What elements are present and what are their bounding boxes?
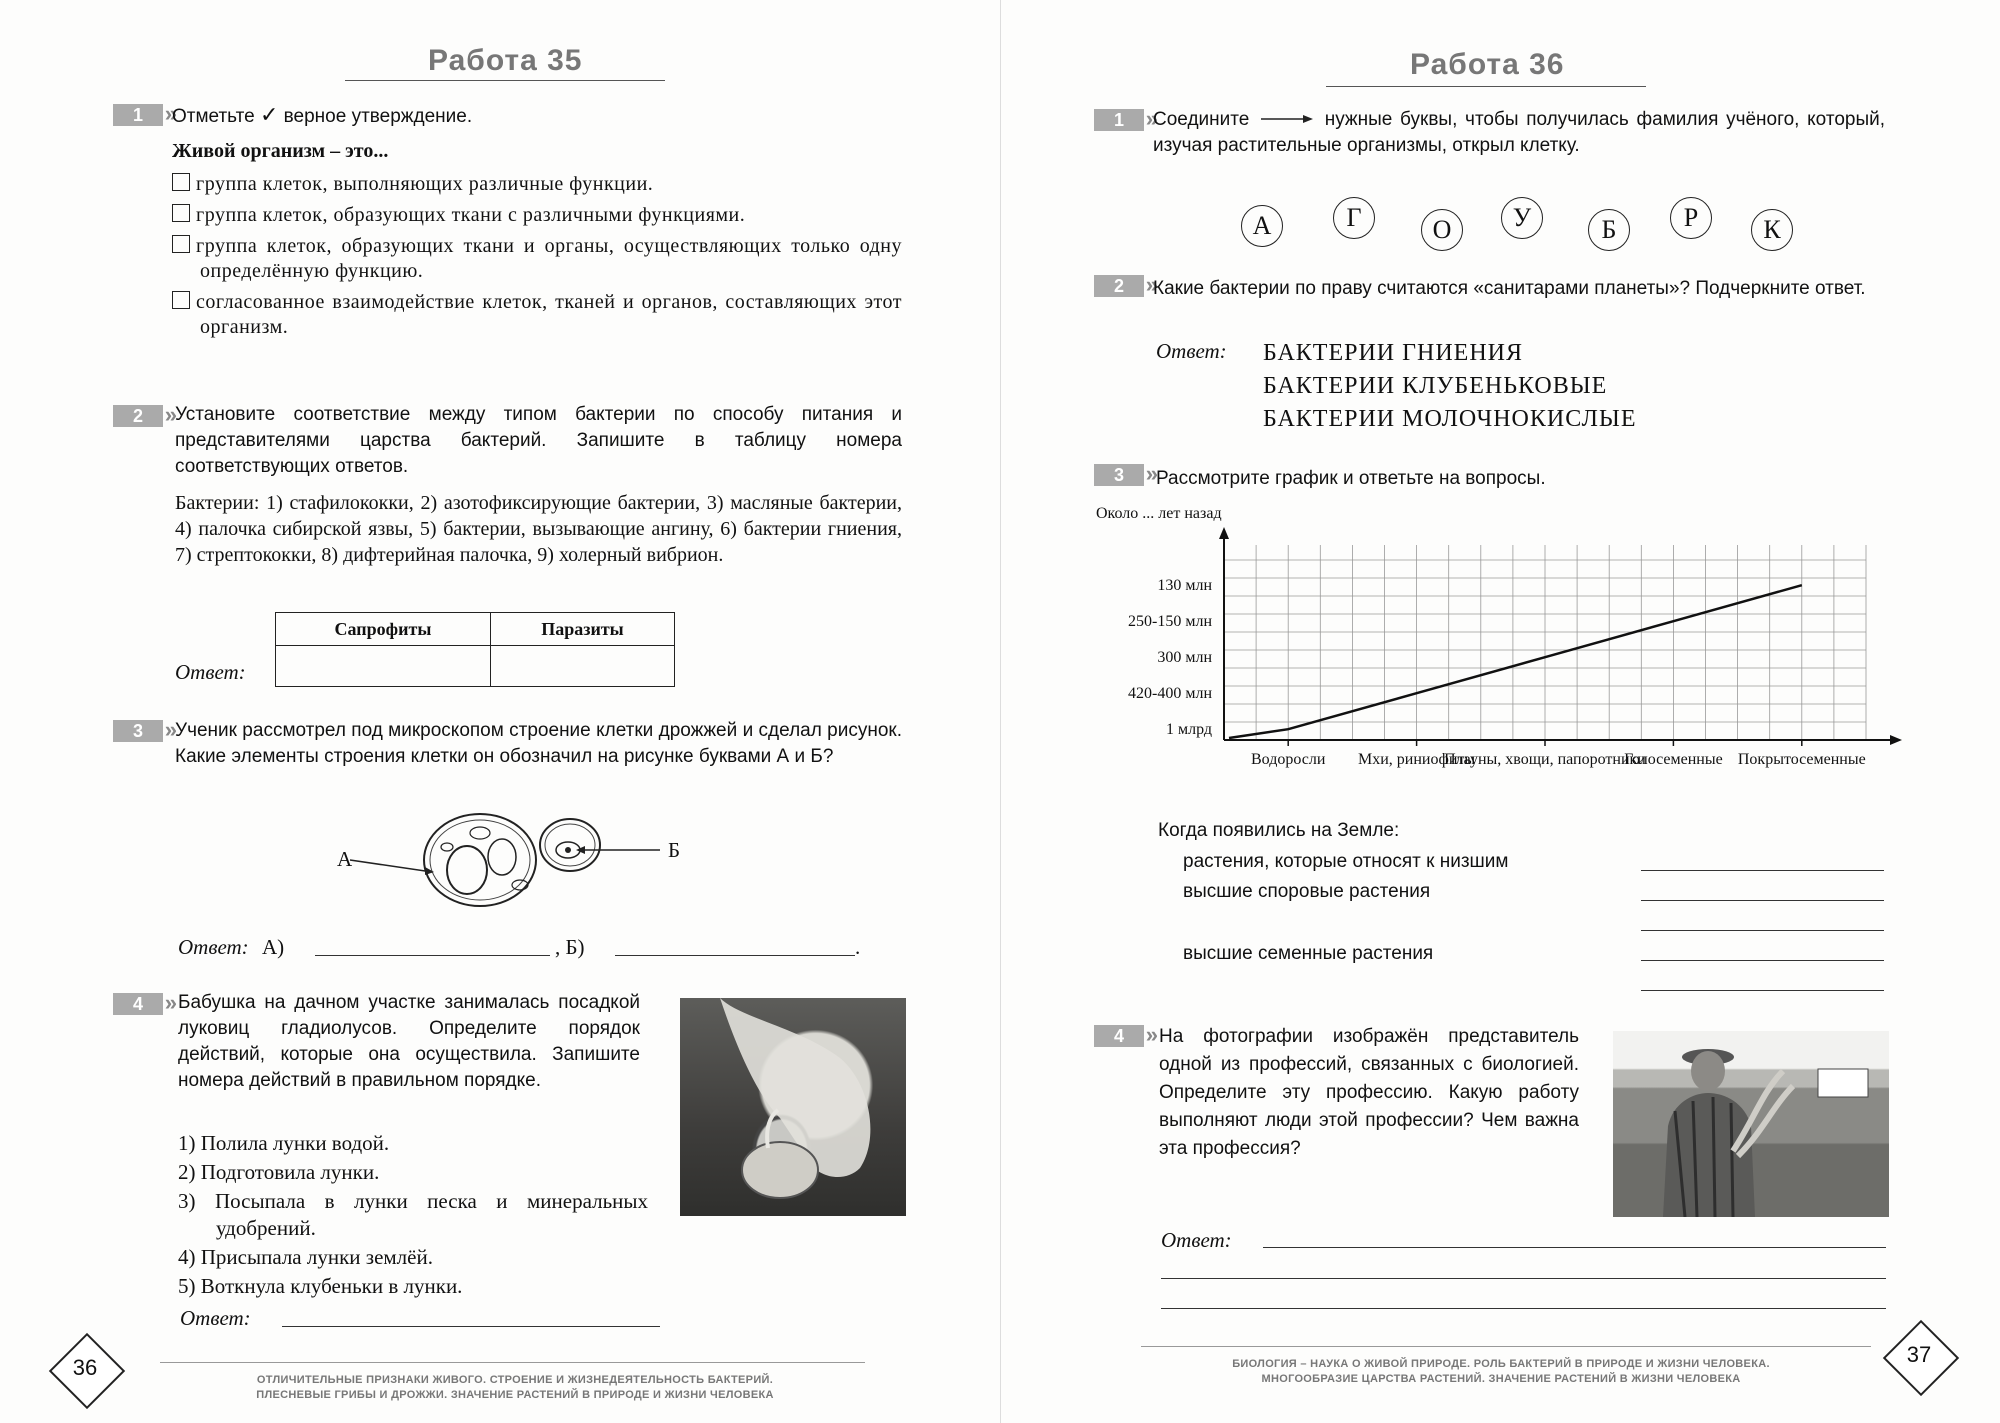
answer-line[interactable]: [282, 1326, 660, 1327]
y-axis-label: Около ... лет назад: [1096, 505, 1222, 522]
left-page: Работа 35 1 » Отметьте ✓ верное утверждение. Живой организм – это... группа клеток, выполняющих различные функции. группа клеток, образующих ткани с различными функциями. группа клеток, образующих ткани и органы, осуществляющих только одну определённую функцию. согласованное взаимодействие клеток, тканей и органов, составляющих этот организм. 2 » Установите соответствие между типом бактерии по способу питания и представителями царства бактерий. Запишите в таблицу номера соответствующих ответов. Бактерии: 1) стафилококки, 2) азотофиксирующие бактерии, 3) масляные бактерии, 4) палочка сибирской язвы, 5) бактерии, вызывающие ангину, 6) бактерии гниения, 7) стрептококки, 8) дифтерийная палочка, 9) холерный вибрион. Сапрофиты Паразиты Ответ: 3 » Ученик рассмотрел под микроскопом строение клетки дрожжей и сделал рисунок. Какие элементы строения клетки он обозначил на рисунке буквами А и Б? А Б Ответ: А) , Б) . 4 » Бабушка на дачном участке занималась посадкой луковиц гладиолусов. Определите порядок действий, которые она осуществила. Запишите номера действий в правильном порядке. 1) Полила лунки водой. 2) Подготовила лунки. 3) Посыпала в лунки песка и минеральных удобрений. 4) Присыпала лунки землёй. 5) Воткнула клубеньки в лунки. Ответ: 36 ОТЛИЧИТЕЛЬНЫЕ ПРИЗНАКИ ЖИВОГО. СТРОЕНИЕ И ЖИЗНЕДЕЯТЕЛЬНОСТЬ БАКТЕРИЙ. ПЛЕСНЕВЫЕ ГРИБЫ И ДРОЖЖИ. ЗНАЧЕНИЕ РАСТЕНИЙ В ПРИРОДЕ И ЖИЗНИ ЧЕЛОВЕКА: [0, 0, 1000, 1423]
letter-circle[interactable]: У: [1501, 197, 1543, 239]
answer-line[interactable]: [1641, 900, 1884, 901]
y-tick-label: 1 млрд: [1165, 721, 1212, 739]
answer-cell[interactable]: [490, 646, 674, 687]
gladiolus-planting-photo: [680, 998, 906, 1216]
option-4[interactable]: согласованное взаимодействие клеток, тканей и органов, составляющих этот организм.: [172, 290, 902, 340]
answer-line[interactable]: [1641, 870, 1884, 871]
answer-label: Ответ:: [1156, 339, 1227, 363]
task-number-1: 1 »: [113, 104, 163, 126]
task-number-3: 3 »: [1094, 464, 1144, 486]
option-2[interactable]: группа клеток, образующих ткани с различными функциями.: [172, 203, 902, 228]
page-footer: БИОЛОГИЯ – НАУКА О ЖИВОЙ ПРИРОДЕ. РОЛЬ БАКТЕРИЙ В ПРИРОДЕ И ЖИЗНИ ЧЕЛОВЕКА. МНОГООБРАЗИЕ ЦАРСТВА РАСТЕНИЙ. ЗНАЧЕНИЕ РАСТЕНИЙ В ЖИЗНИ ЧЕЛОВЕКА: [1232, 1358, 1770, 1385]
task-4-prompt: На фотографии изображён представитель одной из профессий, связанных с биологией. Определите эту профессию. Какую работу выполняют люди этой профессии? Чем важна эта профессия?: [1159, 1026, 1579, 1159]
checkbox[interactable]: [172, 204, 190, 222]
label-b: Б: [668, 838, 681, 862]
chart-x-ticks: [1251, 740, 1866, 768]
checkbox[interactable]: [172, 173, 190, 191]
x-tick-label: Водоросли: [1250, 751, 1326, 768]
answer-option[interactable]: БАКТЕРИИ МОЛОЧНОКИСЛЫЕ: [1263, 406, 1637, 432]
letter-circle[interactable]: О: [1421, 209, 1463, 251]
list-item: 3) Посыпала в лунки песка и минеральных удобрений.: [178, 1189, 648, 1240]
title-divider: [1326, 86, 1646, 87]
evolution-chart: [1096, 500, 1906, 815]
x-tick-label: Мхи, риниофиты: [1358, 751, 1476, 768]
y-axis-arrow: [1219, 527, 1229, 539]
task-2-list: Бактерии: 1) стафилококки, 2) азотофиксирующие бактерии, 3) масляные бактерии, 4) палочка сибирской язвы, 5) бактерии, вызывающие ангину, 6) бактерии гниения, 7) стрептококки, 8) дифтерийная палочка, 9) холерный вибрион.: [175, 492, 902, 566]
answer-options: [1263, 337, 1637, 436]
task-number-2: 2 »: [1094, 275, 1144, 297]
farmer-in-field-image: [1613, 1031, 1889, 1217]
y-tick-label: 130 млн: [1157, 577, 1212, 595]
footer-divider: [160, 1362, 865, 1363]
answer-line[interactable]: [1161, 1308, 1886, 1309]
checkbox[interactable]: [172, 291, 190, 309]
table-header: Паразиты: [490, 613, 674, 646]
arrow-icon: [1257, 107, 1317, 133]
x-axis-arrow: [1890, 735, 1902, 745]
letter-circle[interactable]: Б: [1588, 209, 1630, 251]
checkbox[interactable]: [172, 235, 190, 253]
x-tick-label: Покрытосеменные: [1737, 751, 1866, 768]
y-tick-label: 420-400 млн: [1128, 685, 1212, 703]
y-tick-label: 250-150 млн: [1128, 613, 1212, 631]
task-number-4: 4 »: [113, 993, 163, 1015]
hand-bulb-image: [680, 998, 906, 1216]
letter-circle[interactable]: Г: [1333, 197, 1375, 239]
task-number-2: 2 »: [113, 405, 163, 427]
agronomist-photo: [1613, 1031, 1889, 1217]
option-1[interactable]: группа клеток, выполняющих различные функции.: [172, 172, 902, 197]
task-number-3: 3 »: [113, 720, 163, 742]
task-2-prompt: Установите соответствие между типом бактерии по способу питания и представителями царства бактерий. Запишите в таблицу номера соответствующих ответов.: [175, 404, 902, 477]
answer-line[interactable]: [1641, 960, 1884, 961]
answer-option[interactable]: БАКТЕРИИ КЛУБЕНЬКОВЫЕ: [1263, 373, 1608, 399]
answer-line[interactable]: [1641, 990, 1884, 991]
task-1-stem: Живой организм – это...: [172, 140, 389, 162]
question-item: растения, которые относят к низшим: [1183, 851, 1509, 872]
y-tick-label: 300 млн: [1157, 649, 1212, 667]
answer-option[interactable]: БАКТЕРИИ ГНИЕНИЯ: [1263, 340, 1524, 366]
answer-label: Ответ:: [178, 935, 249, 959]
answer-a-label: А): [262, 935, 285, 959]
right-page: [1000, 0, 2000, 1423]
task-number-1: 1 »: [1094, 109, 1144, 131]
letter-circle[interactable]: К: [1751, 209, 1793, 251]
yeast-cell-drawing: [330, 805, 710, 920]
letter-circle[interactable]: Р: [1670, 197, 1712, 239]
answer-cell[interactable]: [276, 646, 491, 687]
list-item: 4) Присыпала лунки землёй.: [178, 1245, 433, 1269]
answer-b-line[interactable]: [615, 955, 855, 956]
question-item: высшие семенные растения: [1183, 943, 1434, 964]
answer-line[interactable]: [1641, 930, 1884, 931]
footer-divider: [1141, 1346, 1871, 1347]
checkmark-icon: ✓: [259, 102, 279, 127]
task-number-4: 4 »: [1094, 1025, 1144, 1047]
label-a: А: [337, 847, 353, 871]
task-4-prompt: Бабушка на дачном участке занималась посадкой луковиц гладиолусов. Определите порядок действий, которые она осуществила. Запишите номера действий в правильном порядке.: [178, 992, 640, 1091]
answer-a-line[interactable]: [315, 955, 550, 956]
x-tick-label: Плауны, хвощи, папоротники: [1444, 751, 1646, 768]
series-line: [1229, 585, 1802, 738]
answer-label: Ответ:: [175, 660, 246, 684]
task-3-prompt: Ученик рассмотрел под микроскопом строение клетки дрожжей и сделал рисунок. Какие элементы строения клетки он обозначил на рисунке буквами А и Б?: [175, 720, 902, 767]
answer-label: Ответ:: [180, 1306, 251, 1330]
page-number: 37: [1906, 1342, 1932, 1367]
question-item: высшие споровые растения: [1183, 881, 1431, 902]
answer-line[interactable]: [1263, 1247, 1886, 1248]
option-3[interactable]: группа клеток, образующих ткани и органы, осуществляющих только одну определённую функцию.: [172, 234, 902, 284]
page-number: 36: [72, 1355, 98, 1380]
list-item: 1) Полила лунки водой.: [178, 1131, 390, 1155]
answer-b-label: , Б): [555, 935, 585, 959]
table-header: Сапрофиты: [276, 613, 491, 646]
chart-grid: [1224, 545, 1866, 740]
answer-label: Ответ:: [1161, 1228, 1232, 1252]
letter-circle[interactable]: А: [1241, 205, 1283, 247]
task-1-prompt: Соедините нужные буквы, чтобы получилась фамилия учёного, который, изучая растительные организмы, открыл клетку.: [1153, 107, 1885, 159]
answer-table: [275, 612, 675, 687]
title-divider: [345, 80, 665, 81]
list-item: 2) Подготовила лунки.: [178, 1160, 380, 1184]
question-title: Когда появились на Земле:: [1158, 820, 1400, 841]
steps-list: [178, 1130, 648, 1300]
answer-line[interactable]: [1161, 1278, 1886, 1279]
page-footer: ОТЛИЧИТЕЛЬНЫЕ ПРИЗНАКИ ЖИВОГО. СТРОЕНИЕ И ЖИЗНЕДЕЯТЕЛЬНОСТЬ БАКТЕРИЙ. ПЛЕСНЕВЫЕ ГРИБЫ И ДРОЖЖИ. ЗНАЧЕНИЕ РАСТЕНИЙ В ПРИРОДЕ И ЖИЗНИ ЧЕЛОВЕКА: [256, 1374, 774, 1401]
page-title: Работа 35: [428, 44, 583, 77]
page-title: Работа 36: [1410, 48, 1565, 81]
list-item: 5) Воткнула клубеньки в лунки.: [178, 1274, 463, 1298]
chart-y-ticks: [1128, 577, 1212, 738]
x-tick-label: Голосеменные: [1624, 751, 1723, 768]
task-3-prompt: Рассмотрите график и ответьте на вопросы.: [1156, 468, 1546, 489]
task-1-prompt: Отметьте ✓ верное утверждение.: [172, 102, 473, 127]
task-2-prompt: Какие бактерии по праву считаются «санитарами планеты»? Подчеркните ответ.: [1153, 278, 1866, 299]
task-1-options: [172, 172, 902, 340]
